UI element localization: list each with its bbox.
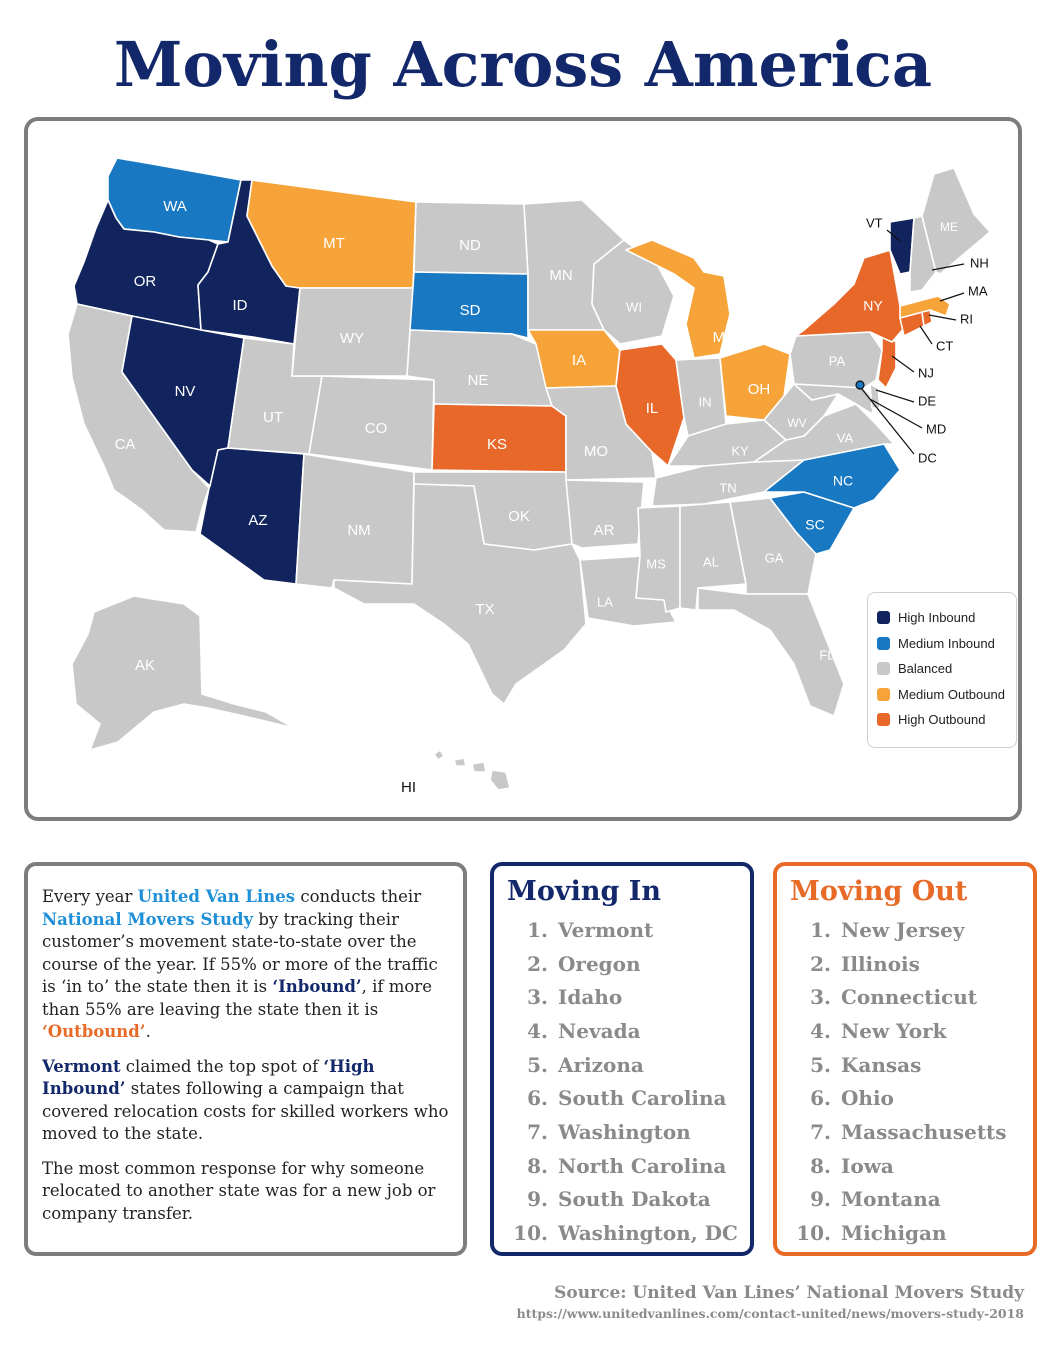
legend-item [877, 656, 1016, 682]
list-item-rank: 2. [527, 951, 548, 976]
label-nc: NC [832, 472, 854, 489]
list-item [777, 1149, 1033, 1183]
info-paragraph-1 [42, 886, 449, 1044]
map-legend [867, 592, 1017, 748]
legend-item [877, 605, 1016, 631]
list-item-rank: 4. [810, 1018, 831, 1043]
label-va: VA [836, 430, 854, 446]
list-item [494, 1014, 750, 1048]
list-item-rank: 10. [513, 1221, 548, 1246]
state-hi[interactable] [434, 750, 510, 790]
label-co: CO [364, 419, 388, 437]
list-item [494, 980, 750, 1014]
label-hi: HI [401, 778, 416, 796]
list-item-rank: 4. [527, 1018, 548, 1043]
list-item [494, 1048, 750, 1082]
info-paragraph-3: The most common response for why someone relocated to another state was for a new job or company transfer. [42, 1158, 436, 1223]
list-item-rank: 3. [810, 985, 831, 1010]
info-highlight: National Movers Study [42, 909, 254, 929]
list-item [777, 913, 1033, 947]
label-ny: NY [863, 297, 883, 314]
legend-swatch [877, 611, 890, 624]
info-highlight: ‘Inbound’ [272, 977, 362, 996]
label-wa: WA [163, 197, 187, 215]
label-la: LA [597, 594, 613, 610]
legend-swatch [877, 637, 890, 650]
list-item [777, 980, 1033, 1014]
label-il: IL [645, 399, 659, 417]
moving-out-list [777, 913, 1033, 1250]
list-item-rank: 8. [527, 1153, 548, 1178]
list-item-state: Kansas [841, 1052, 922, 1077]
info-text: . [145, 1022, 151, 1041]
list-item-state: South Carolina [558, 1086, 727, 1111]
list-item [494, 947, 750, 981]
label-ne: NE [467, 371, 489, 389]
legend-label: Medium Inbound [898, 635, 995, 651]
label-ok: OK [508, 507, 530, 525]
list-item-rank: 5. [527, 1052, 548, 1077]
legend-label: High Outbound [898, 712, 986, 728]
list-item-rank: 10. [796, 1221, 831, 1246]
map-frame [24, 117, 1022, 821]
info-text: by tracking their customer’s movement state-to-state over the course of the year. If 55% or more of the traffic is ‘in to’ the state then it is [42, 909, 438, 996]
list-item-rank: 1. [527, 917, 548, 942]
label-or: OR [133, 272, 157, 290]
list-item [777, 1183, 1033, 1217]
label-ma: MA [968, 283, 988, 299]
list-item-rank: 9. [810, 1187, 831, 1212]
label-ms: MS [646, 556, 666, 572]
label-tn: TN [719, 480, 737, 496]
label-wy: WY [339, 329, 365, 347]
info-text: , if more than 55% are leaving the state then it is [42, 977, 432, 1019]
label-dc: DC [918, 450, 937, 466]
label-tx: TX [475, 600, 495, 618]
list-item-state: South Dakota [558, 1187, 711, 1212]
list-item [494, 1149, 750, 1183]
label-nd: ND [459, 236, 481, 254]
source-url[interactable]: https://www.unitedvanlines.com/contact-united/news/movers-study-2018 [516, 1306, 1024, 1321]
list-item-rank: 3. [527, 985, 548, 1010]
label-ut: UT [263, 408, 283, 426]
list-item-state: Washington, DC [558, 1221, 738, 1246]
list-item-state: New Jersey [841, 917, 965, 942]
list-item [777, 1048, 1033, 1082]
label-ri: RI [960, 311, 973, 327]
label-wv: WV [787, 416, 807, 431]
label-de: DE [918, 393, 937, 409]
info-paragraph-2 [42, 1056, 449, 1146]
list-item-rank: 9. [527, 1187, 548, 1212]
label-ky: KY [731, 443, 749, 459]
list-item-state: Nevada [558, 1018, 641, 1043]
list-item [777, 1216, 1033, 1250]
legend-label: Balanced [898, 661, 953, 677]
label-ca: CA [114, 435, 136, 453]
label-mt: MT [323, 234, 345, 252]
info-highlight: ‘Outbound’ [42, 1022, 146, 1041]
list-item-state: Massachusetts [841, 1119, 1007, 1144]
label-mo: MO [583, 442, 609, 460]
state-ny[interactable] [796, 250, 904, 342]
list-item [494, 1216, 750, 1250]
label-ar: AR [593, 521, 615, 539]
list-item-state: Oregon [558, 951, 641, 976]
label-me: ME [940, 220, 958, 235]
label-wi: WI [626, 299, 642, 315]
legend-swatch [877, 688, 890, 701]
legend-item [877, 682, 1016, 708]
label-nv: NV [174, 382, 196, 400]
moving-out-panel [773, 862, 1037, 1256]
legend-swatch [877, 713, 890, 726]
legend-label: Medium Outbound [898, 686, 1005, 702]
info-text: conducts their [295, 887, 422, 906]
list-item [777, 1014, 1033, 1048]
list-item-state: Montana [841, 1187, 941, 1212]
info-text: states following a campaign that covered relocation costs for skilled workers who moved to the state. [42, 1079, 449, 1143]
label-mi: MI [712, 328, 730, 346]
moving-in-title: Moving In [507, 876, 662, 907]
list-item [494, 1183, 750, 1217]
label-vt: VT [866, 215, 883, 231]
label-ia: IA [571, 351, 587, 369]
label-al: AL [703, 554, 719, 570]
info-highlight: ‘High Inbound’ [42, 1056, 375, 1098]
info-highlight: Vermont [42, 1056, 121, 1076]
list-item [494, 913, 750, 947]
source-credit: Source: United Van Lines’ National Movers Study [554, 1283, 1024, 1303]
label-fl: FL [819, 647, 835, 663]
list-item [777, 1081, 1033, 1115]
state-nj[interactable] [878, 334, 896, 388]
moving-in-panel [490, 862, 754, 1256]
list-item-state: Idaho [558, 985, 623, 1010]
legend-swatch [877, 662, 890, 675]
label-nh: NH [970, 255, 989, 271]
label-in: IN [698, 394, 712, 410]
label-ak: AK [134, 656, 156, 674]
label-ct: CT [936, 338, 954, 354]
label-id: ID [232, 296, 248, 314]
list-item-rank: 8. [810, 1153, 831, 1178]
info-highlight: United Van Lines [137, 887, 296, 906]
list-item-rank: 5. [810, 1052, 831, 1077]
legend-item [877, 631, 1016, 657]
list-item-state: Arizona [558, 1052, 644, 1077]
moving-in-list [494, 913, 750, 1250]
list-item-state: Michigan [841, 1221, 947, 1246]
label-ga: GA [764, 550, 784, 566]
info-text: Every year [42, 887, 138, 906]
list-item [777, 1115, 1033, 1149]
label-oh: OH [747, 380, 771, 398]
list-item-state: Vermont [558, 917, 654, 942]
list-item-rank: 1. [810, 917, 831, 942]
list-item-state: Iowa [841, 1153, 894, 1178]
list-item-state: Washington [558, 1119, 691, 1144]
list-item-rank: 6. [527, 1086, 548, 1111]
list-item [777, 947, 1033, 981]
list-item-state: New York [841, 1018, 947, 1043]
legend-item [877, 707, 1016, 733]
list-item-rank: 7. [810, 1119, 831, 1144]
state-ak[interactable] [72, 596, 294, 750]
list-item-state: Connecticut [841, 985, 978, 1010]
label-mn: MN [549, 266, 573, 284]
list-item-state: Illinois [841, 951, 920, 976]
moving-out-title: Moving Out [790, 876, 968, 907]
label-ks: KS [486, 435, 508, 453]
label-sd: SD [459, 301, 481, 319]
list-item-rank: 2. [810, 951, 831, 976]
list-item [494, 1115, 750, 1149]
list-item [494, 1081, 750, 1115]
label-nm: NM [347, 521, 371, 539]
label-nj: NJ [918, 365, 934, 381]
label-md: MD [926, 421, 947, 437]
page-title: Moving Across America [113, 28, 933, 101]
label-az: AZ [248, 511, 268, 529]
label-pa: PA [828, 353, 846, 369]
list-item-state: Ohio [841, 1086, 894, 1111]
list-item-rank: 7. [527, 1119, 548, 1144]
legend-label: High Inbound [898, 610, 976, 626]
label-sc: SC [805, 516, 825, 533]
info-text: claimed the top spot of [120, 1056, 324, 1076]
info-panel [24, 862, 467, 1256]
list-item-state: North Carolina [558, 1153, 727, 1178]
list-item-rank: 6. [810, 1086, 831, 1111]
